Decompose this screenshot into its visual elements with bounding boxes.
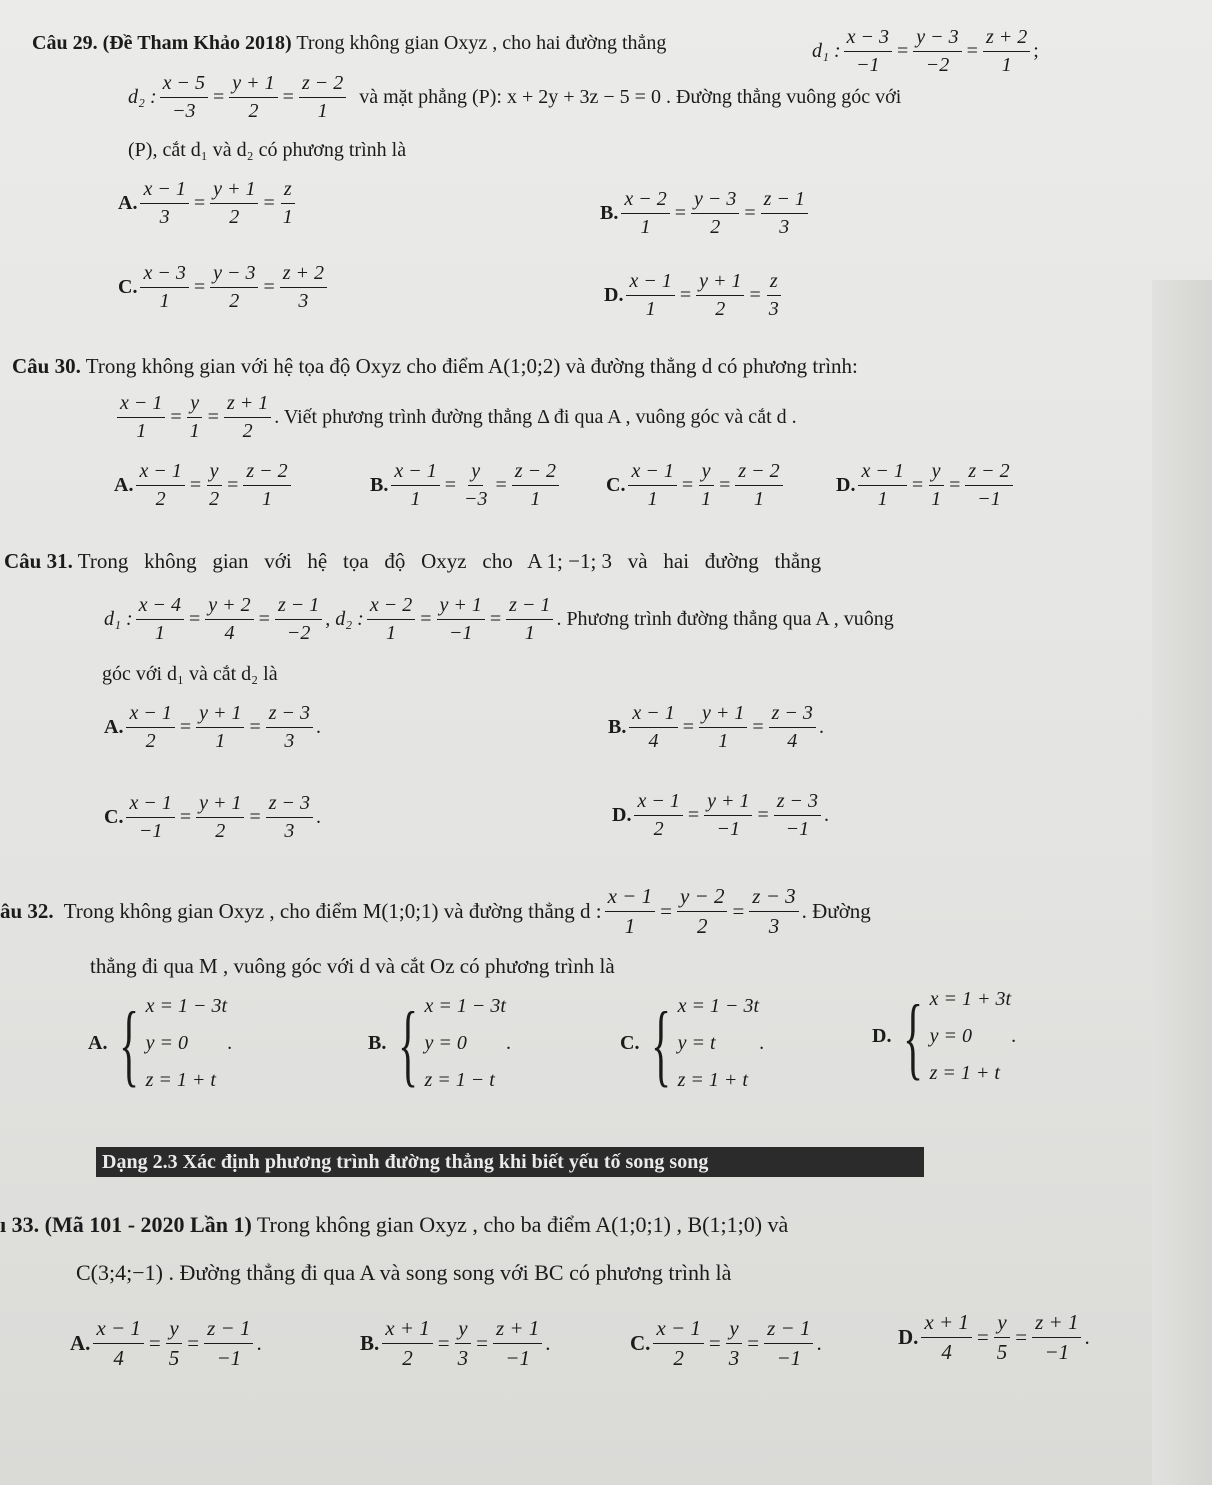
q29-option-c[interactable]: C. $\frac{x - 3}{1}$ = $\frac{y - 3}{2}$ = $\frac{z + 2}{3}$ <box>118 262 330 313</box>
q29-line1 <box>32 33 666 53</box>
q29-option-d[interactable]: D. $\frac{x - 1}{1}$ = $\frac{y + 1}{2}$ = $\frac{z}{3}$ <box>604 270 779 320</box>
q33-option-a[interactable]: A. $\frac{x - 1}{4}$ = $\frac{y}{5}$ = $\frac{z - 1}{-1}$ . <box>70 1316 262 1370</box>
paper-edge <box>1152 280 1212 1485</box>
q33-text2: C(3;4;−1) . Đường thẳng đi qua A và song song với BC có phương trình là <box>76 1260 732 1285</box>
q32-line1: âu 32. Trong không gian Oxyz , cho điểm M(1;0;1) và đường thẳng d : $\frac{x - 1}{1}$ = $\frac{y - 2}{2}$ = $\frac{z - 3}{3}$ . Đường <box>0 884 871 938</box>
q29-text3: (P), cắt d₁ và d₂ có phương trình là <box>128 139 407 161</box>
q33-option-b[interactable]: B. $\frac{x + 1}{2}$ = $\frac{y}{3}$ = $\frac{z + 1}{-1}$ . <box>360 1316 551 1370</box>
q29-text1: Trong không gian Oxyz , cho hai đường thẳng <box>296 32 667 54</box>
q31-text3: góc với d₁ và cắt d₂ là <box>102 663 278 685</box>
q31-line2: d₁ : $\frac{x - 4}{1}$ = $\frac{y + 2}{4}$ = $\frac{z - 1}{-2}$ , d₂ : $\frac{x - 2}{1}$ = $\frac{y + 1}{-1}$ = $\frac{z - 1}{1}$ . Phương trình đường thẳng qua A , vuông <box>104 594 894 644</box>
q33-option-d[interactable]: D. $\frac{x + 1}{4}$ = $\frac{y}{5}$ = $\frac{z + 1}{-1}$ . <box>898 1310 1090 1364</box>
q33-source: (Mã 101 - 2020 Lần 1) <box>44 1212 252 1237</box>
q29-option-a[interactable]: A. $\frac{x - 1}{3}$ = $\frac{y + 1}{2}$ = $\frac{z}{1}$ <box>118 178 293 228</box>
q31-option-d[interactable]: D. $\frac{x - 1}{2}$ = $\frac{y + 1}{-1}$ = $\frac{z - 3}{-1}$ . <box>612 790 830 840</box>
q32-text3: thẳng đi qua M , vuông góc với d và cắt Oz có phương trình là <box>90 954 615 978</box>
q30-option-c[interactable]: C. $\frac{x - 1}{1}$ = $\frac{y}{1}$ = $\frac{z - 2}{1}$ <box>606 460 786 511</box>
q31-option-c[interactable]: C. $\frac{x - 1}{-1}$ = $\frac{y + 1}{2}$ = $\frac{z - 3}{3}$ . <box>104 792 322 842</box>
q32-option-a[interactable]: A. { x = 1 − 3t y = 0 z = 1 + t . <box>88 992 233 1095</box>
q31-option-a[interactable]: A. $\frac{x - 1}{2}$ = $\frac{y + 1}{1}$ = $\frac{z - 3}{3}$ . <box>104 702 322 752</box>
q32-option-c[interactable]: C. { x = 1 − 3t y = t z = 1 + t . <box>620 992 765 1095</box>
q31-line1: Câu 31. Trong không gian với hệ tọa độ Oxyz cho A 1; −1; 3 và hai đường thẳng <box>4 549 822 573</box>
q29-d1: d₁ : $\frac{x - 3}{-1}$ = $\frac{y - 3}{-2}$ = $\frac{z + 2}{1}$ ; <box>812 26 1039 76</box>
section-banner: Dạng 2.3 Xác định phương trình đường thẳng khi biết yếu tố song song <box>96 1147 924 1177</box>
fraction: $\frac{y - 3}{-2}$ <box>913 26 961 77</box>
q29-title: Câu 29. <box>32 32 98 54</box>
fraction: $\frac{z + 2}{1}$ <box>983 26 1030 77</box>
q32-option-d[interactable]: D. { x = 1 + 3t y = 0 z = 1 + t . <box>872 985 1017 1088</box>
q29-source: (Đề Tham Khảo 2018) <box>102 32 292 54</box>
q33-title: ı 33. <box>0 1212 40 1237</box>
q32-title: âu 32. <box>0 899 54 923</box>
q31-title: Câu 31. <box>4 549 73 573</box>
q29-option-b[interactable]: B. $\frac{x - 2}{1}$ = $\frac{y - 3}{2}$ = $\frac{z - 1}{3}$ <box>600 188 811 239</box>
q30-option-d[interactable]: D. $\frac{x - 1}{1}$ = $\frac{y}{1}$ = $\frac{z - 2}{-1}$ <box>836 460 1016 511</box>
q33-option-c[interactable]: C. $\frac{x - 1}{2}$ = $\frac{y}{3}$ = $\frac{z - 1}{-1}$ . <box>630 1316 822 1370</box>
q30-title: Câu 30. <box>12 354 81 378</box>
q31-option-b[interactable]: B. $\frac{x - 1}{4}$ = $\frac{y + 1}{1}$ = $\frac{z - 3}{4}$ . <box>608 702 824 752</box>
q29-d2-line: d₂ : $\frac{x - 5}{-3}$ = $\frac{y + 1}{2}$ = $\frac{z - 2}{1}$ và mặt phẳng (P): x + 2y + 3z − 5 = 0 . Đường thẳng vuông góc với <box>128 72 902 122</box>
q30-line1: Câu 30. Trong không gian với hệ tọa độ Oxyz cho điểm A(1;0;2) và đường thẳng d có phương trình: <box>12 354 858 378</box>
fraction: $\frac{x - 3}{-1}$ <box>844 26 892 77</box>
q33-line1: ı 33. (Mã 101 - 2020 Lần 1) Trong không gian Oxyz , cho ba điểm A(1;0;1) , B(1;1;0) và <box>0 1212 789 1237</box>
q30-option-b[interactable]: B. $\frac{x - 1}{1}$ = $\frac{y}{-3}$ = $\frac{z - 2}{1}$ <box>370 460 562 511</box>
q30-line2: $\frac{x - 1}{1}$ = $\frac{y}{1}$ = $\frac{z + 1}{2}$ . Viết phương trình đường thẳng Δ đi qua A , vuông góc và cắt d . <box>114 392 797 443</box>
q30-option-a[interactable]: A. $\frac{x - 1}{2}$ = $\frac{y}{2}$ = $\frac{z - 2}{1}$ <box>114 460 294 511</box>
q32-option-b[interactable]: B. { x = 1 − 3t y = 0 z = 1 − t . <box>368 992 511 1095</box>
